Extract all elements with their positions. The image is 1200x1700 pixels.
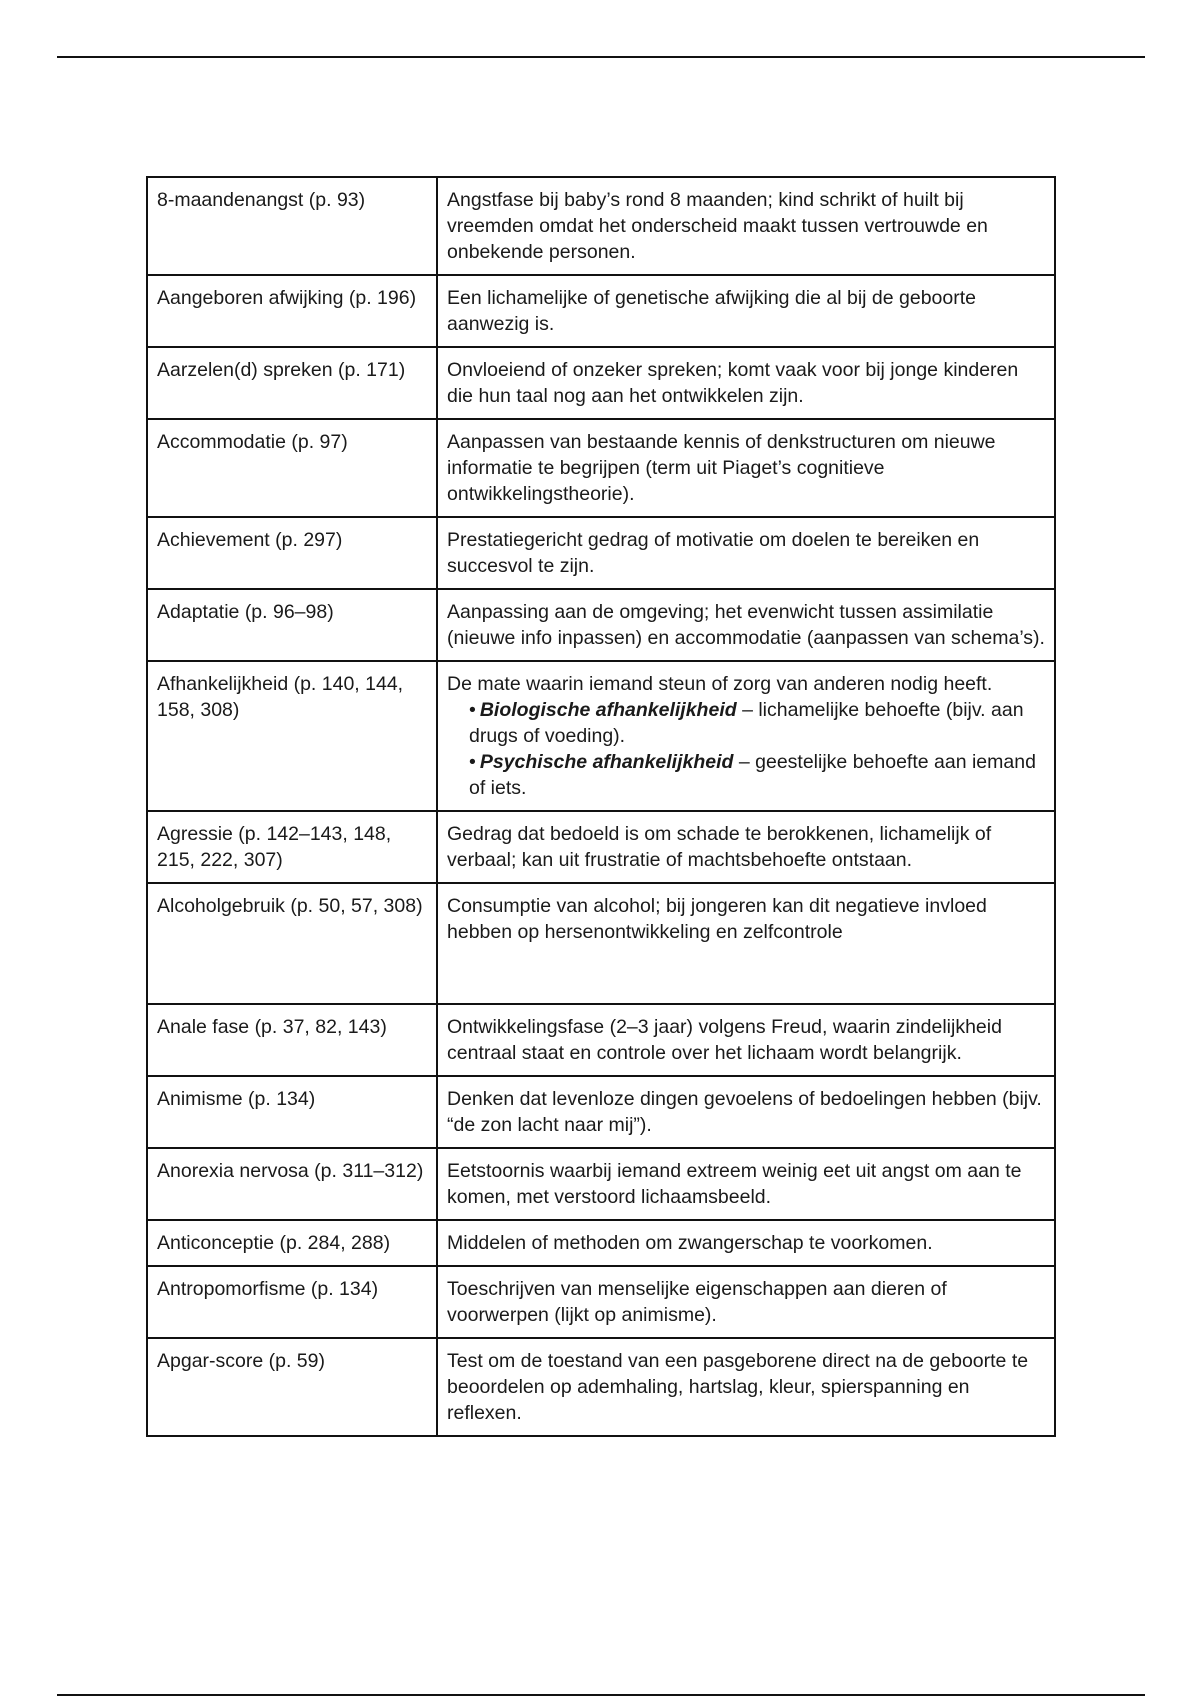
- term-cell: Alcoholgebruik (p. 50, 57, 308): [147, 883, 437, 1004]
- term-cell: Aangeboren afwijking (p. 196): [147, 275, 437, 347]
- term-cell: Agressie (p. 142–143, 148, 215, 222, 307): [147, 811, 437, 883]
- definition-cell: Aanpassing aan de omgeving; het evenwicht tussen assimilatie (nieuwe info inpassen) en accommodatie (aanpassen van schema’s).: [437, 589, 1055, 661]
- definition-cell: Denken dat levenloze dingen gevoelens of bedoelingen hebben (bijv. “de zon lacht naar mij”).: [437, 1076, 1055, 1148]
- term-cell: Adaptatie (p. 96–98): [147, 589, 437, 661]
- table-row: [147, 347, 1055, 419]
- footer-rule: [57, 1694, 1145, 1696]
- table-row: [147, 275, 1055, 347]
- term-cell: Anticonceptie (p. 284, 288): [147, 1220, 437, 1266]
- term-cell: Apgar-score (p. 59): [147, 1338, 437, 1436]
- definition-cell: Test om de toestand van een pasgeborene direct na de geboorte te beoordelen op ademhaling, hartslag, kleur, spierspanning en reflexen.: [437, 1338, 1055, 1436]
- table-row: [147, 419, 1055, 517]
- table-row: [147, 1266, 1055, 1338]
- table-row: [147, 1220, 1055, 1266]
- table-row: [147, 1148, 1055, 1220]
- definition-cell: Onvloeiend of onzeker spreken; komt vaak voor bij jonge kinderen die hun taal nog aan het ontwikkelen zijn.: [437, 347, 1055, 419]
- bullet-label: Psychische afhankelijkheid: [479, 751, 734, 773]
- bullet-dot: •: [469, 699, 476, 721]
- term-cell: 8-maandenangst (p. 93): [147, 177, 437, 275]
- definition-cell: Eetstoornis waarbij iemand extreem weinig eet uit angst om aan te komen, met verstoord lichaamsbeeld.: [437, 1148, 1055, 1220]
- table-row: [147, 1338, 1055, 1436]
- term-cell: Aarzelen(d) spreken (p. 171): [147, 347, 437, 419]
- definition-text: De mate waarin iemand steun of zorg van anderen nodig heeft.: [447, 673, 993, 695]
- term-cell: Animisme (p. 134): [147, 1076, 437, 1148]
- table-row: [147, 883, 1055, 1004]
- header-rule: [57, 56, 1145, 58]
- term-cell: Anorexia nervosa (p. 311–312): [147, 1148, 437, 1220]
- term-cell: Anale fase (p. 37, 82, 143): [147, 1004, 437, 1076]
- glossary-table: [146, 176, 1056, 1437]
- term-cell: Afhankelijkheid (p. 140, 144, 158, 308): [147, 661, 437, 811]
- definition-cell: Toeschrijven van menselijke eigenschappen aan dieren of voorwerpen (lijkt op animisme).: [437, 1266, 1055, 1338]
- definition-cell: Angstfase bij baby’s rond 8 maanden; kind schrikt of huilt bij vreemden omdat het onderscheid maakt tussen vertrouwde en onbekende personen.: [437, 177, 1055, 275]
- definition-cell: Aanpassen van bestaande kennis of denkstructuren om nieuwe informatie te begrijpen (term uit Piaget’s cognitieve ontwikkelingstheorie).: [437, 419, 1055, 517]
- term-cell: Antropomorfisme (p. 134): [147, 1266, 437, 1338]
- table-row: [147, 1076, 1055, 1148]
- definition-cell: [437, 661, 1055, 811]
- bullet-item: [447, 749, 1045, 801]
- definition-cell: Gedrag dat bedoeld is om schade te berokkenen, lichamelijk of verbaal; kan uit frustratie of machtsbehoefte ontstaan.: [437, 811, 1055, 883]
- definition-cell: Consumptie van alcohol; bij jongeren kan dit negatieve invloed hebben op hersenontwikkeling en zelfcontrole: [437, 883, 1055, 1004]
- bullet-text: – lichamelijke behoefte (bijv. aan drugs of voeding).: [469, 699, 1024, 747]
- bullet-label: Biologische afhankelijkheid: [479, 699, 737, 721]
- bullet-dot: •: [469, 751, 476, 773]
- bullet-item: [447, 697, 1045, 749]
- definition-cell: Middelen of methoden om zwangerschap te voorkomen.: [437, 1220, 1055, 1266]
- table-row: [147, 177, 1055, 275]
- definition-cell: Een lichamelijke of genetische afwijking die al bij de geboorte aanwezig is.: [437, 275, 1055, 347]
- bullet-text: – geestelijke behoefte aan iemand of iets.: [469, 751, 1036, 799]
- definition-cell: Prestatiegericht gedrag of motivatie om doelen te bereiken en succesvol te zijn.: [437, 517, 1055, 589]
- table-row: [147, 811, 1055, 883]
- table-row: [147, 517, 1055, 589]
- table-row: [147, 1004, 1055, 1076]
- table-row: [147, 589, 1055, 661]
- term-cell: Accommodatie (p. 97): [147, 419, 437, 517]
- definition-cell: Ontwikkelingsfase (2–3 jaar) volgens Freud, waarin zindelijkheid centraal staat en controle over het lichaam wordt belangrijk.: [437, 1004, 1055, 1076]
- table-row: [147, 661, 1055, 811]
- term-cell: Achievement (p. 297): [147, 517, 437, 589]
